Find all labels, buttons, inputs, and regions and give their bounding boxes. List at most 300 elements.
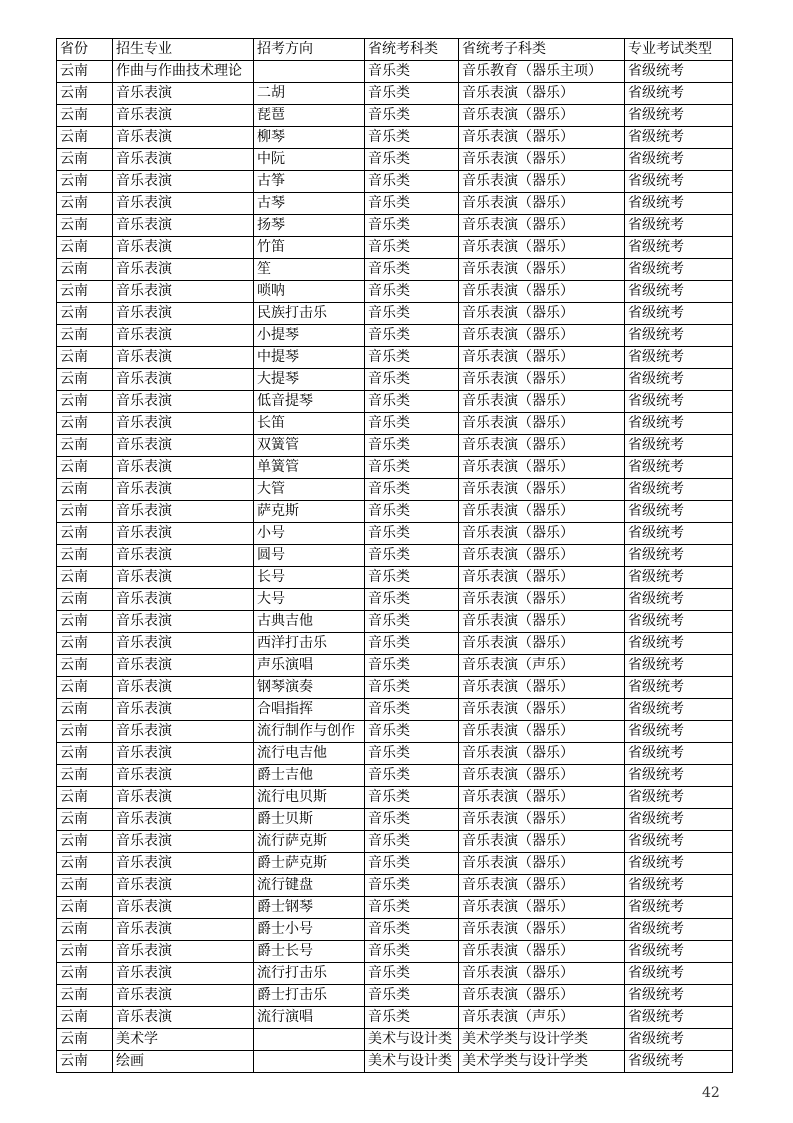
cell-exam-category: 音乐类 [365, 83, 459, 105]
cell-exam-subcategory: 音乐表演（器乐） [459, 721, 625, 743]
cell-province: 云南 [57, 985, 113, 1007]
cell-major: 音乐表演 [113, 281, 254, 303]
cell-exam-subcategory: 音乐表演（器乐） [459, 347, 625, 369]
cell-exam-subcategory: 音乐表演（器乐） [459, 105, 625, 127]
cell-exam-category: 音乐类 [365, 897, 459, 919]
cell-exam-subcategory: 音乐表演（器乐） [459, 853, 625, 875]
cell-exam-category: 音乐类 [365, 105, 459, 127]
cell-province: 云南 [57, 325, 113, 347]
cell-major: 音乐表演 [113, 677, 254, 699]
cell-direction: 古琴 [254, 193, 365, 215]
cell-major: 音乐表演 [113, 875, 254, 897]
cell-exam-category: 音乐类 [365, 237, 459, 259]
cell-exam-subcategory: 音乐表演（器乐） [459, 567, 625, 589]
cell-exam-category: 音乐类 [365, 809, 459, 831]
cell-direction: 古典吉他 [254, 611, 365, 633]
cell-direction: 圆号 [254, 545, 365, 567]
cell-exam-type: 省级统考 [625, 963, 733, 985]
cell-direction: 琵琶 [254, 105, 365, 127]
table-row [57, 391, 733, 413]
cell-exam-category: 美术与设计类 [365, 1029, 459, 1051]
cell-major: 音乐表演 [113, 633, 254, 655]
cell-exam-category: 音乐类 [365, 347, 459, 369]
header-province: 省份 [57, 39, 113, 61]
cell-exam-subcategory: 音乐表演（器乐） [459, 809, 625, 831]
cell-exam-subcategory: 音乐表演（器乐） [459, 677, 625, 699]
cell-major: 音乐表演 [113, 787, 254, 809]
cell-exam-type: 省级统考 [625, 127, 733, 149]
cell-major: 音乐表演 [113, 567, 254, 589]
cell-direction: 双簧管 [254, 435, 365, 457]
table-row [57, 787, 733, 809]
cell-exam-subcategory: 音乐表演（器乐） [459, 457, 625, 479]
cell-exam-type: 省级统考 [625, 941, 733, 963]
cell-exam-type: 省级统考 [625, 435, 733, 457]
cell-exam-subcategory: 音乐表演（器乐） [459, 743, 625, 765]
cell-major: 音乐表演 [113, 413, 254, 435]
cell-major: 音乐表演 [113, 655, 254, 677]
cell-major: 音乐表演 [113, 237, 254, 259]
cell-exam-category: 音乐类 [365, 633, 459, 655]
cell-exam-subcategory: 音乐表演（器乐） [459, 545, 625, 567]
cell-exam-category: 音乐类 [365, 655, 459, 677]
cell-exam-category: 音乐类 [365, 589, 459, 611]
cell-exam-subcategory: 音乐表演（器乐） [459, 149, 625, 171]
cell-direction: 流行萨克斯 [254, 831, 365, 853]
cell-province: 云南 [57, 259, 113, 281]
cell-exam-type: 省级统考 [625, 655, 733, 677]
cell-province: 云南 [57, 237, 113, 259]
cell-exam-type: 省级统考 [625, 369, 733, 391]
table-row [57, 589, 733, 611]
table-row [57, 237, 733, 259]
cell-exam-type: 省级统考 [625, 171, 733, 193]
cell-exam-category: 音乐类 [365, 501, 459, 523]
cell-major: 绘画 [113, 1051, 254, 1073]
cell-province: 云南 [57, 281, 113, 303]
table-row [57, 831, 733, 853]
cell-province: 云南 [57, 501, 113, 523]
cell-province: 云南 [57, 457, 113, 479]
cell-exam-subcategory: 音乐表演（器乐） [459, 369, 625, 391]
cell-province: 云南 [57, 523, 113, 545]
page-number: 42 [702, 1085, 720, 1101]
cell-exam-category: 音乐类 [365, 919, 459, 941]
cell-exam-category: 音乐类 [365, 611, 459, 633]
cell-direction: 大管 [254, 479, 365, 501]
cell-exam-subcategory: 音乐表演（器乐） [459, 259, 625, 281]
header-direction: 招考方向 [254, 39, 365, 61]
cell-direction: 钢琴演奏 [254, 677, 365, 699]
table-row [57, 105, 733, 127]
cell-province: 云南 [57, 721, 113, 743]
cell-exam-type: 省级统考 [625, 765, 733, 787]
cell-province: 云南 [57, 743, 113, 765]
cell-province: 云南 [57, 765, 113, 787]
cell-major: 音乐表演 [113, 589, 254, 611]
cell-exam-type: 省级统考 [625, 83, 733, 105]
cell-province: 云南 [57, 303, 113, 325]
cell-major: 音乐表演 [113, 369, 254, 391]
cell-province: 云南 [57, 545, 113, 567]
table-row [57, 479, 733, 501]
cell-exam-type: 省级统考 [625, 985, 733, 1007]
cell-province: 云南 [57, 435, 113, 457]
table-row [57, 83, 733, 105]
cell-province: 云南 [57, 1051, 113, 1073]
cell-direction [254, 61, 365, 83]
cell-exam-category: 音乐类 [365, 831, 459, 853]
cell-exam-subcategory: 音乐表演（器乐） [459, 633, 625, 655]
table-body [57, 61, 733, 1073]
table-row [57, 677, 733, 699]
cell-exam-subcategory: 音乐表演（器乐） [459, 171, 625, 193]
cell-province: 云南 [57, 193, 113, 215]
cell-exam-subcategory: 音乐表演（器乐） [459, 699, 625, 721]
cell-exam-subcategory: 音乐表演（器乐） [459, 765, 625, 787]
cell-direction: 爵士吉他 [254, 765, 365, 787]
table-row [57, 853, 733, 875]
cell-major: 音乐表演 [113, 149, 254, 171]
cell-exam-category: 音乐类 [365, 215, 459, 237]
cell-exam-subcategory: 音乐表演（器乐） [459, 413, 625, 435]
cell-province: 云南 [57, 171, 113, 193]
cell-direction: 中阮 [254, 149, 365, 171]
cell-major: 音乐表演 [113, 457, 254, 479]
cell-major: 音乐表演 [113, 325, 254, 347]
cell-province: 云南 [57, 567, 113, 589]
table-row [57, 765, 733, 787]
cell-exam-category: 音乐类 [365, 435, 459, 457]
cell-exam-subcategory: 音乐表演（器乐） [459, 391, 625, 413]
cell-exam-type: 省级统考 [625, 919, 733, 941]
cell-province: 云南 [57, 831, 113, 853]
cell-exam-category: 音乐类 [365, 787, 459, 809]
cell-exam-category: 音乐类 [365, 193, 459, 215]
admissions-table [56, 38, 733, 1073]
cell-exam-subcategory: 音乐表演（器乐） [459, 787, 625, 809]
cell-exam-type: 省级统考 [625, 897, 733, 919]
table-row [57, 457, 733, 479]
cell-major: 音乐表演 [113, 391, 254, 413]
table-row [57, 369, 733, 391]
cell-exam-type: 省级统考 [625, 479, 733, 501]
cell-exam-category: 音乐类 [365, 545, 459, 567]
table-row [57, 897, 733, 919]
cell-major: 音乐表演 [113, 523, 254, 545]
cell-direction: 笙 [254, 259, 365, 281]
cell-major: 音乐表演 [113, 347, 254, 369]
cell-exam-subcategory: 音乐表演（声乐） [459, 655, 625, 677]
cell-exam-subcategory: 音乐表演（器乐） [459, 611, 625, 633]
cell-province: 云南 [57, 699, 113, 721]
cell-exam-type: 省级统考 [625, 743, 733, 765]
cell-exam-subcategory: 音乐表演（器乐） [459, 435, 625, 457]
cell-exam-type: 省级统考 [625, 391, 733, 413]
cell-exam-type: 省级统考 [625, 853, 733, 875]
cell-exam-category: 音乐类 [365, 963, 459, 985]
cell-major: 作曲与作曲技术理论 [113, 61, 254, 83]
cell-major: 音乐表演 [113, 743, 254, 765]
cell-province: 云南 [57, 61, 113, 83]
cell-province: 云南 [57, 875, 113, 897]
cell-direction: 小提琴 [254, 325, 365, 347]
cell-direction: 长号 [254, 567, 365, 589]
cell-exam-subcategory: 音乐表演（器乐） [459, 831, 625, 853]
cell-province: 云南 [57, 963, 113, 985]
cell-major: 音乐表演 [113, 721, 254, 743]
cell-exam-category: 音乐类 [365, 325, 459, 347]
table-row [57, 963, 733, 985]
cell-direction: 中提琴 [254, 347, 365, 369]
table-row [57, 1051, 733, 1073]
table-row [57, 633, 733, 655]
cell-exam-category: 音乐类 [365, 567, 459, 589]
cell-province: 云南 [57, 369, 113, 391]
cell-exam-category: 音乐类 [365, 699, 459, 721]
table-row [57, 1007, 733, 1029]
cell-province: 云南 [57, 677, 113, 699]
cell-exam-category: 音乐类 [365, 259, 459, 281]
header-exam-type: 专业考试类型 [625, 39, 733, 61]
cell-direction: 扬琴 [254, 215, 365, 237]
cell-exam-type: 省级统考 [625, 787, 733, 809]
cell-exam-category: 音乐类 [365, 369, 459, 391]
cell-province: 云南 [57, 919, 113, 941]
cell-major: 音乐表演 [113, 259, 254, 281]
cell-major: 音乐表演 [113, 83, 254, 105]
cell-major: 音乐表演 [113, 545, 254, 567]
cell-exam-type: 省级统考 [625, 303, 733, 325]
cell-exam-category: 音乐类 [365, 985, 459, 1007]
cell-exam-subcategory: 音乐表演（器乐） [459, 325, 625, 347]
cell-exam-type: 省级统考 [625, 875, 733, 897]
cell-exam-type: 省级统考 [625, 193, 733, 215]
cell-province: 云南 [57, 149, 113, 171]
cell-major: 音乐表演 [113, 479, 254, 501]
cell-exam-category: 音乐类 [365, 853, 459, 875]
cell-exam-type: 省级统考 [625, 523, 733, 545]
table-row [57, 193, 733, 215]
cell-direction: 民族打击乐 [254, 303, 365, 325]
cell-direction: 爵士打击乐 [254, 985, 365, 1007]
table-row [57, 215, 733, 237]
cell-major: 音乐表演 [113, 501, 254, 523]
table-row [57, 325, 733, 347]
header-major: 招生专业 [113, 39, 254, 61]
cell-exam-subcategory: 音乐表演（器乐） [459, 941, 625, 963]
cell-exam-category: 音乐类 [365, 303, 459, 325]
cell-major: 音乐表演 [113, 303, 254, 325]
cell-exam-type: 省级统考 [625, 1029, 733, 1051]
cell-province: 云南 [57, 105, 113, 127]
cell-major: 音乐表演 [113, 215, 254, 237]
cell-exam-type: 省级统考 [625, 721, 733, 743]
cell-exam-category: 音乐类 [365, 1007, 459, 1029]
table-row [57, 655, 733, 677]
cell-exam-subcategory: 音乐表演（器乐） [459, 523, 625, 545]
cell-province: 云南 [57, 633, 113, 655]
cell-province: 云南 [57, 941, 113, 963]
cell-exam-type: 省级统考 [625, 831, 733, 853]
table-row [57, 61, 733, 83]
cell-exam-category: 音乐类 [365, 743, 459, 765]
cell-province: 云南 [57, 809, 113, 831]
cell-major: 美术学 [113, 1029, 254, 1051]
cell-exam-type: 省级统考 [625, 325, 733, 347]
cell-exam-subcategory: 音乐表演（器乐） [459, 919, 625, 941]
cell-direction: 单簧管 [254, 457, 365, 479]
cell-direction [254, 1051, 365, 1073]
table-row [57, 567, 733, 589]
cell-province: 云南 [57, 1029, 113, 1051]
table-row [57, 413, 733, 435]
cell-direction: 声乐演唱 [254, 655, 365, 677]
table-row [57, 435, 733, 457]
cell-exam-type: 省级统考 [625, 809, 733, 831]
cell-major: 音乐表演 [113, 809, 254, 831]
cell-exam-type: 省级统考 [625, 633, 733, 655]
table-row [57, 545, 733, 567]
cell-major: 音乐表演 [113, 919, 254, 941]
cell-exam-subcategory: 音乐表演（器乐） [459, 127, 625, 149]
cell-direction: 小号 [254, 523, 365, 545]
cell-direction: 西洋打击乐 [254, 633, 365, 655]
cell-direction: 二胡 [254, 83, 365, 105]
cell-exam-type: 省级统考 [625, 105, 733, 127]
cell-exam-category: 音乐类 [365, 523, 459, 545]
cell-exam-category: 音乐类 [365, 149, 459, 171]
table-row [57, 501, 733, 523]
cell-exam-category: 音乐类 [365, 61, 459, 83]
cell-province: 云南 [57, 1007, 113, 1029]
table-row [57, 919, 733, 941]
cell-province: 云南 [57, 413, 113, 435]
cell-exam-type: 省级统考 [625, 347, 733, 369]
table-row [57, 1029, 733, 1051]
table-row [57, 985, 733, 1007]
cell-exam-type: 省级统考 [625, 149, 733, 171]
cell-province: 云南 [57, 611, 113, 633]
cell-exam-subcategory: 音乐表演（器乐） [459, 193, 625, 215]
cell-exam-category: 音乐类 [365, 721, 459, 743]
table-row [57, 303, 733, 325]
cell-exam-category: 音乐类 [365, 457, 459, 479]
cell-exam-subcategory: 音乐表演（器乐） [459, 237, 625, 259]
table-row [57, 523, 733, 545]
cell-exam-subcategory: 音乐表演（器乐） [459, 985, 625, 1007]
cell-exam-type: 省级统考 [625, 545, 733, 567]
cell-direction: 长笛 [254, 413, 365, 435]
cell-province: 云南 [57, 83, 113, 105]
cell-exam-subcategory: 音乐表演（器乐） [459, 479, 625, 501]
cell-direction: 爵士小号 [254, 919, 365, 941]
cell-major: 音乐表演 [113, 853, 254, 875]
cell-exam-category: 音乐类 [365, 391, 459, 413]
cell-exam-type: 省级统考 [625, 1007, 733, 1029]
table-row [57, 743, 733, 765]
header-exam-category: 省统考科类 [365, 39, 459, 61]
cell-exam-subcategory: 音乐表演（器乐） [459, 963, 625, 985]
cell-exam-category: 音乐类 [365, 765, 459, 787]
header-exam-subcategory: 省统考子科类 [459, 39, 625, 61]
cell-exam-subcategory: 美术学类与设计学类 [459, 1051, 625, 1073]
cell-exam-type: 省级统考 [625, 589, 733, 611]
cell-major: 音乐表演 [113, 941, 254, 963]
cell-direction: 流行打击乐 [254, 963, 365, 985]
cell-direction: 低音提琴 [254, 391, 365, 413]
cell-province: 云南 [57, 787, 113, 809]
cell-province: 云南 [57, 391, 113, 413]
cell-exam-subcategory: 音乐表演（器乐） [459, 303, 625, 325]
cell-exam-subcategory: 音乐表演（器乐） [459, 897, 625, 919]
cell-direction: 爵士贝斯 [254, 809, 365, 831]
table-row [57, 149, 733, 171]
cell-major: 音乐表演 [113, 1007, 254, 1029]
cell-exam-subcategory: 音乐表演（声乐） [459, 1007, 625, 1029]
cell-province: 云南 [57, 479, 113, 501]
cell-major: 音乐表演 [113, 127, 254, 149]
cell-exam-subcategory: 音乐表演（器乐） [459, 589, 625, 611]
cell-province: 云南 [57, 127, 113, 149]
cell-direction: 爵士长号 [254, 941, 365, 963]
cell-exam-subcategory: 音乐表演（器乐） [459, 875, 625, 897]
cell-exam-subcategory: 美术学类与设计学类 [459, 1029, 625, 1051]
cell-direction: 爵士钢琴 [254, 897, 365, 919]
cell-exam-type: 省级统考 [625, 699, 733, 721]
cell-direction: 大号 [254, 589, 365, 611]
cell-major: 音乐表演 [113, 435, 254, 457]
cell-direction: 合唱指挥 [254, 699, 365, 721]
cell-direction: 柳琴 [254, 127, 365, 149]
table-row [57, 171, 733, 193]
cell-exam-type: 省级统考 [625, 215, 733, 237]
cell-exam-type: 省级统考 [625, 237, 733, 259]
cell-exam-type: 省级统考 [625, 413, 733, 435]
table-row [57, 699, 733, 721]
cell-major: 音乐表演 [113, 611, 254, 633]
cell-direction: 流行电吉他 [254, 743, 365, 765]
table-row [57, 809, 733, 831]
cell-province: 云南 [57, 853, 113, 875]
cell-province: 云南 [57, 589, 113, 611]
cell-direction: 爵士萨克斯 [254, 853, 365, 875]
cell-exam-type: 省级统考 [625, 677, 733, 699]
cell-exam-category: 音乐类 [365, 127, 459, 149]
cell-major: 音乐表演 [113, 765, 254, 787]
cell-major: 音乐表演 [113, 963, 254, 985]
cell-direction: 流行制作与创作 [254, 721, 365, 743]
cell-province: 云南 [57, 215, 113, 237]
cell-direction: 流行键盘 [254, 875, 365, 897]
table-row [57, 281, 733, 303]
cell-major: 音乐表演 [113, 897, 254, 919]
cell-direction: 流行电贝斯 [254, 787, 365, 809]
cell-exam-subcategory: 音乐表演（器乐） [459, 215, 625, 237]
cell-major: 音乐表演 [113, 193, 254, 215]
cell-major: 音乐表演 [113, 105, 254, 127]
cell-exam-category: 音乐类 [365, 479, 459, 501]
cell-exam-subcategory: 音乐表演（器乐） [459, 501, 625, 523]
table-row [57, 259, 733, 281]
table-row [57, 721, 733, 743]
cell-major: 音乐表演 [113, 699, 254, 721]
cell-exam-type: 省级统考 [625, 611, 733, 633]
table-row [57, 941, 733, 963]
table-row [57, 611, 733, 633]
cell-exam-category: 音乐类 [365, 875, 459, 897]
cell-exam-category: 美术与设计类 [365, 1051, 459, 1073]
